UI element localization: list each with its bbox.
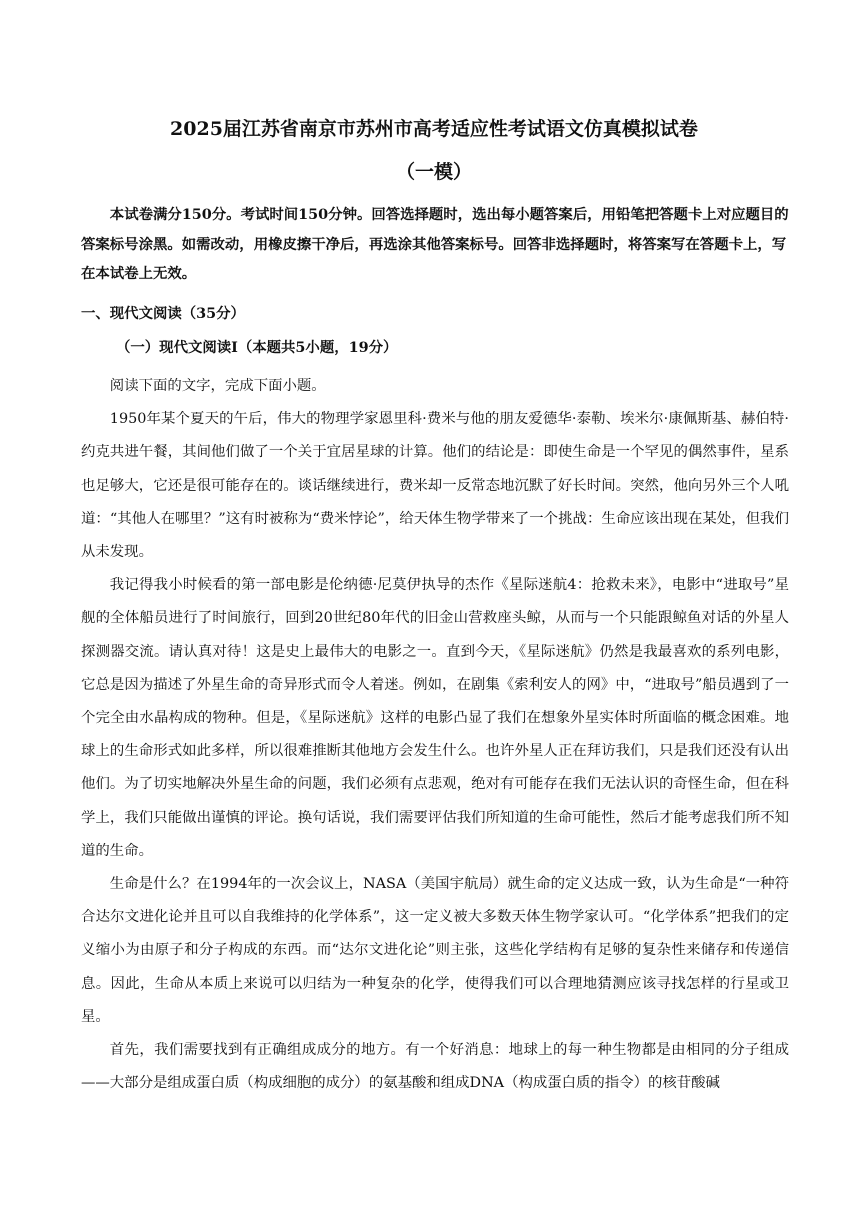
exam-notice: 本试卷满分150分。考试时间150分钟。回答选择题时，选出每小题答案后，用铅笔把答题卡上对应题目的答案标号涂黑。如需改动，用橡皮擦干净后，再选涂其他答案标号。回答非选择题时，将答案写在答题卡上，写在本试卷上无效。 — [81, 206, 789, 282]
passage-paragraph-2: 我记得我小时候看的第一部电影是伦纳德·尼莫伊执导的杰作《星际迷航4：抢救未来》，电影中“进取号”星舰的全体船员进行了时间旅行，回到20世纪80年代的旧金山营救座头鲸，从而与一个只能跟鲸鱼对话的外星人探测器交流。请认真对待！这是史上最伟大的电影之一。直到今天，《星际迷航》仍然是我最喜欢的系列电影，它总是因为描述了外星生命的奇异形式而令人着迷。例如，在剧集《索利安人的网》中，“进取号”船员遇到了一个完全由水晶构成的物种。但是，《星际迷航》这样的电影凸显了我们在想象外星实体时所面临的概念困难。地球上的生命形式如此多样，所以很难推断其他地方会发生什么。也许外星人正在拜访我们，只是我们还没有认出他们。为了切实地解决外星生命的问题，我们必须有点悲观，绝对有可能存在我们无法认识的奇怪生命，但在科学上，我们只能做出谨慎的评论。换句话说，我们需要评估我们所知道的生命可能性，然后才能考虑我们所不知道的生命。 — [81, 577, 789, 859]
section-heading: 一、现代文阅读（35分） — [81, 305, 245, 322]
passage-paragraph-3: 生命是什么？在1994年的一次会议上，NASA（美国宇航局）就生命的定义达成一致，认为生命是“一种符合达尔文进化论并且可以自我维持的化学体系”，这一定义被大多数天体生物学家认可。“化学体系”把我们的定义缩小为由原子和分子构成的东西。而“达尔文进化论”则主张，这些化学结构有足够的复杂性来储存和传递信息。因此，生命从本质上来说可以归结为一种复杂的化学，使得我们可以合理地猜测应该寻找怎样的行星或卫星。 — [81, 876, 789, 1025]
exam-title: 2025届江苏省南京市苏州市高考适应性考试语文仿真模拟试卷 — [170, 118, 698, 140]
reading-passage — [81, 370, 789, 1100]
passage-paragraph-4: 首先，我们需要找到有正确组成成分的地方。有一个好消息：地球上的每一种生物都是由相同的分子组成——大部分是组成蛋白质（构成细胞的成分）的氨基酸和组成DNA（构成蛋白质的指令）的核苷酸碱 — [81, 1042, 789, 1092]
instruction-text: 阅读下面的文字，完成下面小题。 — [109, 378, 326, 394]
passage-paragraph-1: 1950年某个夏天的午后，伟大的物理学家恩里科·费米与他的朋友爱德华·泰勒、埃米尔·康佩斯基、赫伯特·约克共进午餐，其间他们做了一个关于宜居星球的计算。他们的结论是：即使生命是一个罕见的偶然事件，星系也足够大，它还是很可能存在的。谈话继续进行，费米却一反常态地沉默了好长时间。突然，他向另外三个人吼道：“其他人在哪里？”这有时被称为“费米悖论”，给天体生物学带来了一个挑战：生命应该出现在某处，但我们从未发现。 — [81, 411, 789, 561]
exam-subtitle: （一模） — [395, 161, 472, 183]
subsection-heading: （一）现代文阅读Ⅰ（本题共5小题，19分） — [116, 339, 398, 356]
